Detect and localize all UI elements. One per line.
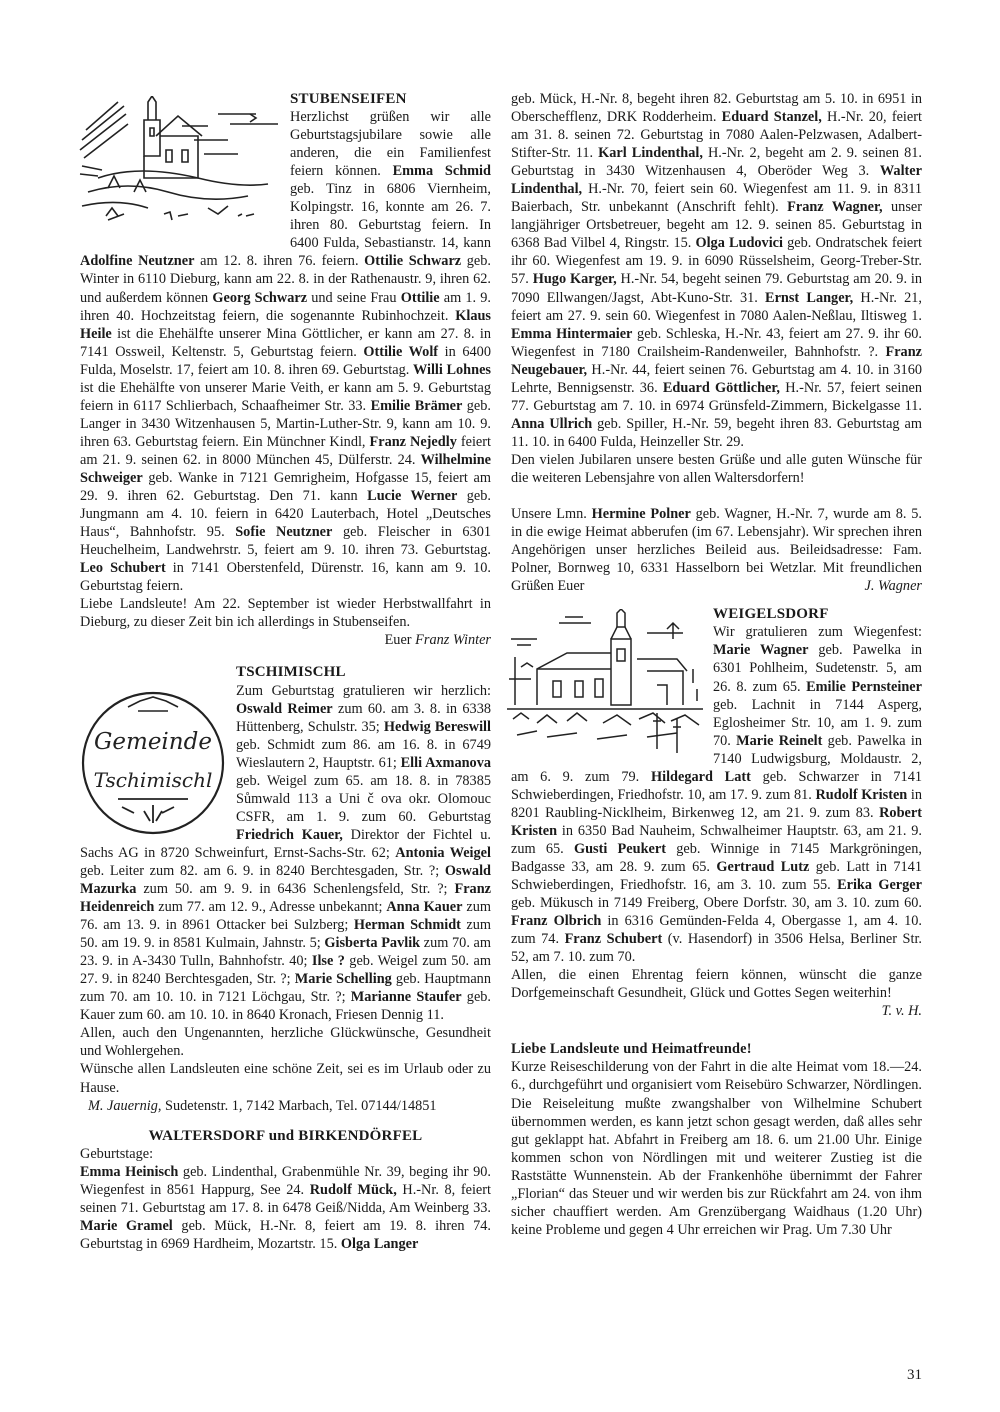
person-name: Hildegard Latt	[650, 768, 751, 785]
weigelsdorf-closing-text: Allen, die einen Ehrentag feiern können, wünscht die ganze Dorfgemeinschaft Gesundheit, Glück und Gottes Segen weiterhin!	[511, 967, 922, 1002]
person-name: Anna Ullrich	[511, 415, 593, 432]
tschimischl-signature	[80, 1097, 491, 1115]
person-name: Gisberta Pavlik	[324, 935, 421, 952]
person-name: Rudolf Kristen	[815, 786, 908, 803]
person-name: Ernst Langer,	[765, 289, 854, 306]
waltersdorf-signature: J. Wagner	[864, 578, 922, 595]
signature-address: Sudetenstr. 1, 7142 Marbach, Tel. 07144/14851	[161, 1097, 437, 1114]
person-name: Marie Reinelt	[736, 732, 823, 749]
text-run: und seine Frau	[307, 289, 401, 306]
text-run: geb. Latt in 7141 Schwieberdingen, Friedhofstr. 16, am 3. 10. zum 55.	[511, 858, 922, 894]
weigelsdorf-closing	[511, 966, 922, 1020]
stubenseifen-church-drawing	[78, 96, 282, 252]
left-column	[80, 90, 491, 1253]
text-run: zum 77. am 12. 9., Adresse unbekannt;	[154, 899, 387, 916]
text-run: geb. Pawelka in 6301 Pohlheim, Sudetenstr. 5, am 26. 8. zum 65.	[713, 642, 922, 695]
text-run: ist die Ehehälfte unserer Mina Göttlicher, er kann am 27. 8. in 7141 Ossweil, Keltenstr. 5, Geburtstag feiern.	[80, 325, 491, 360]
person-name: Ottilie	[400, 289, 440, 306]
person-name: Klaus Heile	[80, 307, 491, 342]
text-run: in 8201 Raubling-Nicklheim, Birkenweg 12, am 21. 9. zum 83.	[511, 786, 922, 821]
person-name: Herman Schmidt	[353, 917, 461, 934]
person-name: Franz Olbrich	[511, 913, 602, 930]
stubenseifen-closing: Liebe Landsleute! Am 22. September ist wieder Herbstwallfahrt in Dieburg, zu dieser Zeit bin ich allerdings in Stubenseifen.	[80, 596, 491, 631]
text-run: geb. Langer in 3430 Witzenhausen 5, Martin-Luther-Str. 9, kann am 10. 9. ihren 63. Geburtstag feiern. Ein Münchner Kindl,	[80, 397, 491, 450]
text-run: geb. Lindenthal, Grabenmühle Nr. 39, beging ihr 90. Wiegenfest in 8561 Happurg, See 24.	[80, 1163, 491, 1198]
reise-section	[511, 1040, 922, 1239]
weigelsdorf-church-drawing	[507, 609, 705, 761]
text-run: unser langjähriger Ortsbetreuer, begeht am 12. 9. seinen 85. Geburtstag in 6368 Bad Vilbel 4, Ringstr. 15.	[511, 199, 922, 252]
person-name: Robert Kristen	[511, 804, 922, 839]
text-run: geb. Hauptmann zum 70. am 10. 10. in 7121 Löchgau, Str. ?;	[80, 971, 491, 1006]
text-run: geb. Schleska, H.-Nr. 43, feiert am 27. 9. ihr 60. Wiegenfest in 7180 Crailsheim-Randenweiler, Bahnhofstr. ?.	[511, 325, 922, 360]
person-name: Sofie Neutzner	[235, 524, 333, 541]
text-run: H.-Nr. 44, feiert seinen 76. Geburtstag am 4. 10. in 3160 Lehrte, Bennigsenstr. 36.	[511, 361, 922, 396]
person-name: Franz Neugebauer,	[511, 343, 922, 378]
text-run: geb. Mükusch in 7149 Freiberg, Obere Dorfstr. 30, am 3. 10. zum 60.	[511, 895, 922, 912]
text-run: geb. Lachnit in 7144 Asperg, Eglosheimer Str. 10, am 1. 9. zum 70.	[713, 696, 922, 749]
seal-text-bottom: Tschimischl	[93, 768, 213, 793]
stubenseifen-section	[80, 90, 491, 649]
signature-name: M. Jauernig,	[88, 1097, 162, 1114]
person-name: Ottilie Wolf	[363, 343, 439, 360]
person-name: Erika Gerger	[837, 877, 922, 894]
person-name: Anna Kauer	[386, 899, 463, 916]
person-name: Emilie Pernsteiner	[806, 678, 922, 695]
text-run: Wir gratulieren zum Wiegenfest:	[713, 624, 922, 641]
text-run: H.-Nr. 2, begeht am 2. 9. seinen 81. Geburtstag in 3430 Witzenhausen 4, Oberöder Weg 3.	[511, 145, 923, 180]
tschimischl-closing-2: Wünsche allen Landsleuten eine schöne Zeit, sei es im Urlaub oder zu Hause.	[80, 1061, 491, 1096]
person-name: Lucie Werner	[367, 488, 458, 505]
text-run: geb. Pawelka in 7140 Ludwigsburg, Moldaustr. 2, am 6. 9. zum 79.	[511, 732, 922, 785]
person-name: Georg Schwarz	[212, 289, 308, 306]
person-name: Willi Lohnes	[412, 361, 491, 378]
person-name: Marie Gramel	[80, 1217, 173, 1234]
text-run: in 6316 Gemünden-Felda 4, Obergasse 1, am 4. 10. zum 74.	[511, 913, 922, 948]
person-name: Eduard Göttlicher,	[662, 379, 780, 396]
text-run: zum 50. am 19. 9. in 8581 Kulmain, Jahnstr. 5;	[80, 917, 491, 952]
person-name: Adolfine Neutzner	[80, 253, 195, 270]
text-run: zum 50. am 9. 9. in 6436 Schenlengsfeld, Str. ?;	[136, 881, 455, 898]
person-name: Ottilie Schwarz	[364, 253, 462, 270]
person-name: Hermine Polner	[591, 506, 691, 523]
person-name: Marianne Staufer	[350, 989, 462, 1006]
person-name: Hedwig Bereswill	[383, 718, 491, 735]
waltersdorf-body-continued	[511, 90, 922, 451]
text-run: geb. Ondratschek feiert ihr 60. Wiegenfest am 19. 9. in 6090 Rüsselsheim, Georg-Treber-Str. 57.	[511, 235, 922, 288]
person-name: Wilhelmine Schweiger	[80, 451, 491, 486]
person-name: Olga Ludovici	[695, 235, 783, 252]
text-run: geb. Weigel zum 65. am 18. 8. in 78385 Sůmwald 113 a Uni č ova okr. Olomouc CSFR, am 1. 9. zum 60. Geburtstag	[236, 772, 491, 825]
right-column	[511, 90, 922, 1239]
person-name: Franz Nejedly	[369, 433, 457, 450]
text-run: feiert am 21. 9. seinen 62. in 8000 München 45, Dülferstr. 24.	[80, 433, 491, 468]
person-name: Rudolf Mück,	[309, 1181, 397, 1198]
text-run: Direktor der Fichtel u. Sachs AG in 8720 Schweinfurt, Ernst-Sachs-Str. 62;	[80, 826, 491, 861]
weigelsdorf-section	[511, 605, 922, 1020]
text-run: H.-Nr. 21, feiert am 27. 9. sein 60. Wiegenfest in 7080 Aalen-Neßlau, Iltisweg 1.	[511, 289, 922, 324]
text-run: in 6400 Fulda, Moselstr. 17, feiert am 10. 8. ihren 69. Geburtstag.	[80, 343, 491, 378]
text-run: geb. Mück, H.-Nr. 8, begeht ihren 82. Geburtstag am 5. 10. in 6951 in Oberschefflenz, DRK Rodderheim.	[511, 91, 922, 126]
text-run: H.-Nr. 70, feiert sein 60. Wiegenfest am 11. 9. in 8311 Baierbach, Str. unbekannt (Anschrift fehlt).	[511, 181, 922, 216]
person-name: Marie Wagner	[713, 642, 809, 659]
signature-name: Franz Winter	[415, 632, 491, 649]
text-run: geb. Schmidt zum 86. am 16. 8. in 6749 Wieslautern 2, Hauptstr. 61;	[236, 736, 491, 771]
tschimischl-closing-1: Allen, auch den Ungenannten, herzliche Glückwünsche, Gesundheit und Wohlergehen.	[80, 1025, 491, 1060]
person-name: Olga Langer	[340, 1235, 419, 1252]
text-run: H.-Nr. 8, feiert seinen 71. Geburtstag am 17. 8. in 6478 Geiß/Nidda, Am Weinberg 33.	[80, 1181, 491, 1216]
person-name: Gusti Peukert	[573, 840, 666, 857]
text-run: ist die Ehehälfte von unserer Marie Veith, er kann am 5. 9. Geburtstag feiern in 6117 Schlierbach, Schaafheimer Str. 33.	[80, 379, 491, 414]
person-name: Hugo Karger,	[532, 271, 617, 288]
text-run: geb. Weigel zum 50. am 27. 9. in 8240 Berchtesgaden, Str. ?;	[80, 953, 491, 988]
person-name: Oswald Mazurka	[80, 862, 491, 898]
text-run: Herzlichst grüßen wir alle Geburtstagsjubilare sowie alle anderen, die ein Familienfest feiern können.	[290, 109, 491, 180]
text-run: H.-Nr. 54, begeht seinen 79. Geburtstag am 20. 9. in 7090 Ellwangen/Jagst, Abt-Kuno-Str. 31.	[511, 271, 922, 306]
text-run: geb. Mück, H.-Nr. 8, feiert am 19. 8. ihren 74. Geburtstag in 6969 Hardheim, Mozartstr. 15.	[80, 1217, 491, 1252]
text-run: geb. Wanke in 7121 Gemrigheim, Hofgasse 15, feiert am 29. 9. ihren 62. Geburtstag. Den 71. kann	[80, 469, 491, 505]
text-run: geb. Wagner, H.-Nr. 7, wurde am 8. 5. in die ewige Heimat abberufen (im 67. Lebensjahr). Wir sprechen ihren Angehörigen unser herzliches Beileid aus. Beileidsadresse: Fam. Polner, Bornweg 10, 6331 Hasselborn bei Wetzlar. Mit freundlichen Grüßen Euer	[511, 506, 922, 595]
tschimischl-title: TSCHIMISCHL	[236, 664, 346, 681]
person-name: Friedrich Kauer,	[236, 826, 343, 843]
text-run: zum 60. am 3. 8. in 6338 Hüttenberg, Schulstr. 35;	[236, 700, 491, 735]
text-run: Zum Geburtstag gratulieren wir herzlich:	[236, 682, 491, 699]
waltersdorf-section	[80, 1127, 491, 1253]
text-run: geb. Spiller, H.-Nr. 59, begeht ihren 83. Geburtstag am 11. 10. in 6400 Fulda, Heinzeller Str. 29.	[511, 415, 922, 450]
text-run: in 7141 Oberstenfeld, Dürenstr. 16, kann am 9. 10. Geburtstag feiern.	[80, 560, 491, 595]
person-name: Emma Hintermaier	[511, 325, 633, 342]
seal-text-top: Gemeinde	[94, 729, 212, 756]
text-run: H.-Nr. 57, feiert seinen 77. Geburtstag am 7. 10. in 6974 Grünsfeld-Zimmern, Bickelgasse 11.	[511, 379, 922, 414]
waltersdorf-title: WALTERSDORF und BIRKENDÖRFEL	[148, 1127, 423, 1144]
text-run: in 6350 Bad Nauheim, Schwalheimer Hauptstr. 63, am 21. 9. zum 65.	[511, 822, 922, 857]
person-name: Franz Wagner,	[787, 199, 883, 216]
person-name: Franz Schubert	[564, 931, 663, 948]
text-run: geb. Tinz in 6806 Viernheim, Kolpingstr. 16, konnte am 26. 7. ihren 80. Geburtstag feiern. In 6400 Fulda, Sebastianstr. 14, kann	[290, 181, 491, 252]
text-run: geb. Leiter zum 82. am 6. 9. in 8240 Berchtesgaden, Str. ?;	[80, 862, 445, 879]
text-run: zum 76. am 13. 9. in 8961 Ottacker bei Sulzberg;	[80, 899, 491, 934]
text-run: geb. Fleischer in 6301 Heuchelheim, Landwehrstr. 5, feiert am 9. 10. ihren 73. Geburtstag.	[80, 524, 492, 559]
text-run: geb. Winter in 6110 Dieburg, kann am 22. 8. in der Rathenaustr. 9, ihren 62. und außerdem können	[80, 253, 492, 306]
signature-prefix: Euer	[384, 632, 412, 649]
person-name: Ilse ?	[311, 953, 345, 970]
text-run: H.-Nr. 20, feiert am 31. 8. seinen 72. Geburtstag in 7080 Aalen-Pelzwasen, Adalbert-Stifter-Str. 11.	[511, 109, 922, 162]
person-name: Gertraud Lutz	[716, 858, 810, 875]
page-number: 31	[907, 1367, 922, 1383]
person-name: Marie Schelling	[294, 971, 392, 988]
weigelsdorf-signature: T. v. H.	[881, 1003, 922, 1020]
person-name: Franz Heidenreich	[80, 881, 491, 916]
text-run: geb. Jungmann am 4. 10. feiern in 6420 Lauterbach, Hotel „Deutsches Haus“, Bahnhofstr. 95.	[80, 488, 492, 541]
waltersdorf-closing: Den vielen Jubilaren unsere besten Grüße und alle guten Wünsche für die weiteren Lebensjahre von allen Waltersdorfern!	[511, 451, 922, 486]
text-run: geb. Kauer zum 60. am 10. 10. in 8640 Kronach, Friesen Dennig 11.	[80, 989, 492, 1024]
stubenseifen-title: STUBENSEIFEN	[290, 91, 407, 107]
waltersdorf-subtitle: Geburtstage:	[80, 1145, 154, 1162]
text-run: Unsere Lmn.	[511, 506, 592, 523]
text-run: (v. Hasendorf) in 3506 Helsa, Berliner Str. 52, am 7. 10. zum 70.	[511, 931, 922, 966]
person-name: Karl Lindenthal,	[598, 145, 703, 162]
person-name: Emilie Brämer	[370, 397, 463, 414]
text-run: am 12. 8. ihren 76. feiern.	[194, 253, 365, 270]
text-run: zum 70. am 23. 9. in A-3430 Tulln, Bahnhofstr. 40;	[80, 935, 491, 970]
stubenseifen-signature	[80, 631, 491, 649]
person-name: Emma Heinisch	[80, 1163, 179, 1180]
person-name: Oswald Reimer	[236, 700, 333, 717]
waltersdorf-body	[80, 1163, 491, 1253]
weigelsdorf-title: WEIGELSDORF	[713, 606, 829, 623]
person-name: Antonia Weigel	[395, 844, 491, 861]
tschimischl-seal	[78, 683, 228, 843]
reise-heading: Liebe Landsleute und Heimatfreunde!	[511, 1041, 752, 1058]
person-name: Walter Lindenthal,	[511, 163, 922, 198]
person-name: Emma Schmid	[392, 163, 491, 180]
tschimischl-section	[80, 663, 491, 1114]
text-run: geb. Schwarzer in 7141 Schwieberdingen, Friedhofstr. 10, am 17. 9. zum 81.	[511, 768, 922, 803]
person-name: Eduard Stanzel,	[721, 109, 822, 126]
text-run: am 1. 9. ihren 40. Hochzeitstag feiern, die sogenannte Rubinhochzeit.	[80, 289, 492, 324]
text-run: geb. Winnige in 7145 Markgröningen, Badgasse 33, am 28. 9. zum 65.	[511, 840, 922, 875]
person-name: Leo Schubert	[80, 560, 166, 577]
person-name: Elli Axmanova	[400, 754, 491, 771]
reise-body: Kurze Reiseschilderung von der Fahrt in die alte Heimat vom 18.—24. 6., durchgeführt und organisiert vom Reisebüro Schwarzer, Nördlingen. Die Reiseleitung mußte zwangshalber von Wilhelmine Schubert übernommen werden, es kann jetzt schon gesagt werden, daß alles sehr gut geklappt hat. Abfahrt in Freiberg am 18. 6. um 21.00 Uhr. Einige kommen schon von Nördlingen mit und weiterer Zustieg ist die Raststätte Wunnenstein. Ab der Frankenhöhe übernimmt der Fahrer „Florian“ das Steuer und wir werden bis zur Rückfahrt am 24. von ihm sicher chauffiert werden. Am Grenzübergang Waidhaus (1.20 Uhr) keine Probleme und gegen 4 Uhr erreichen wir Prag. Um 7.30 Uhr	[511, 1059, 922, 1238]
